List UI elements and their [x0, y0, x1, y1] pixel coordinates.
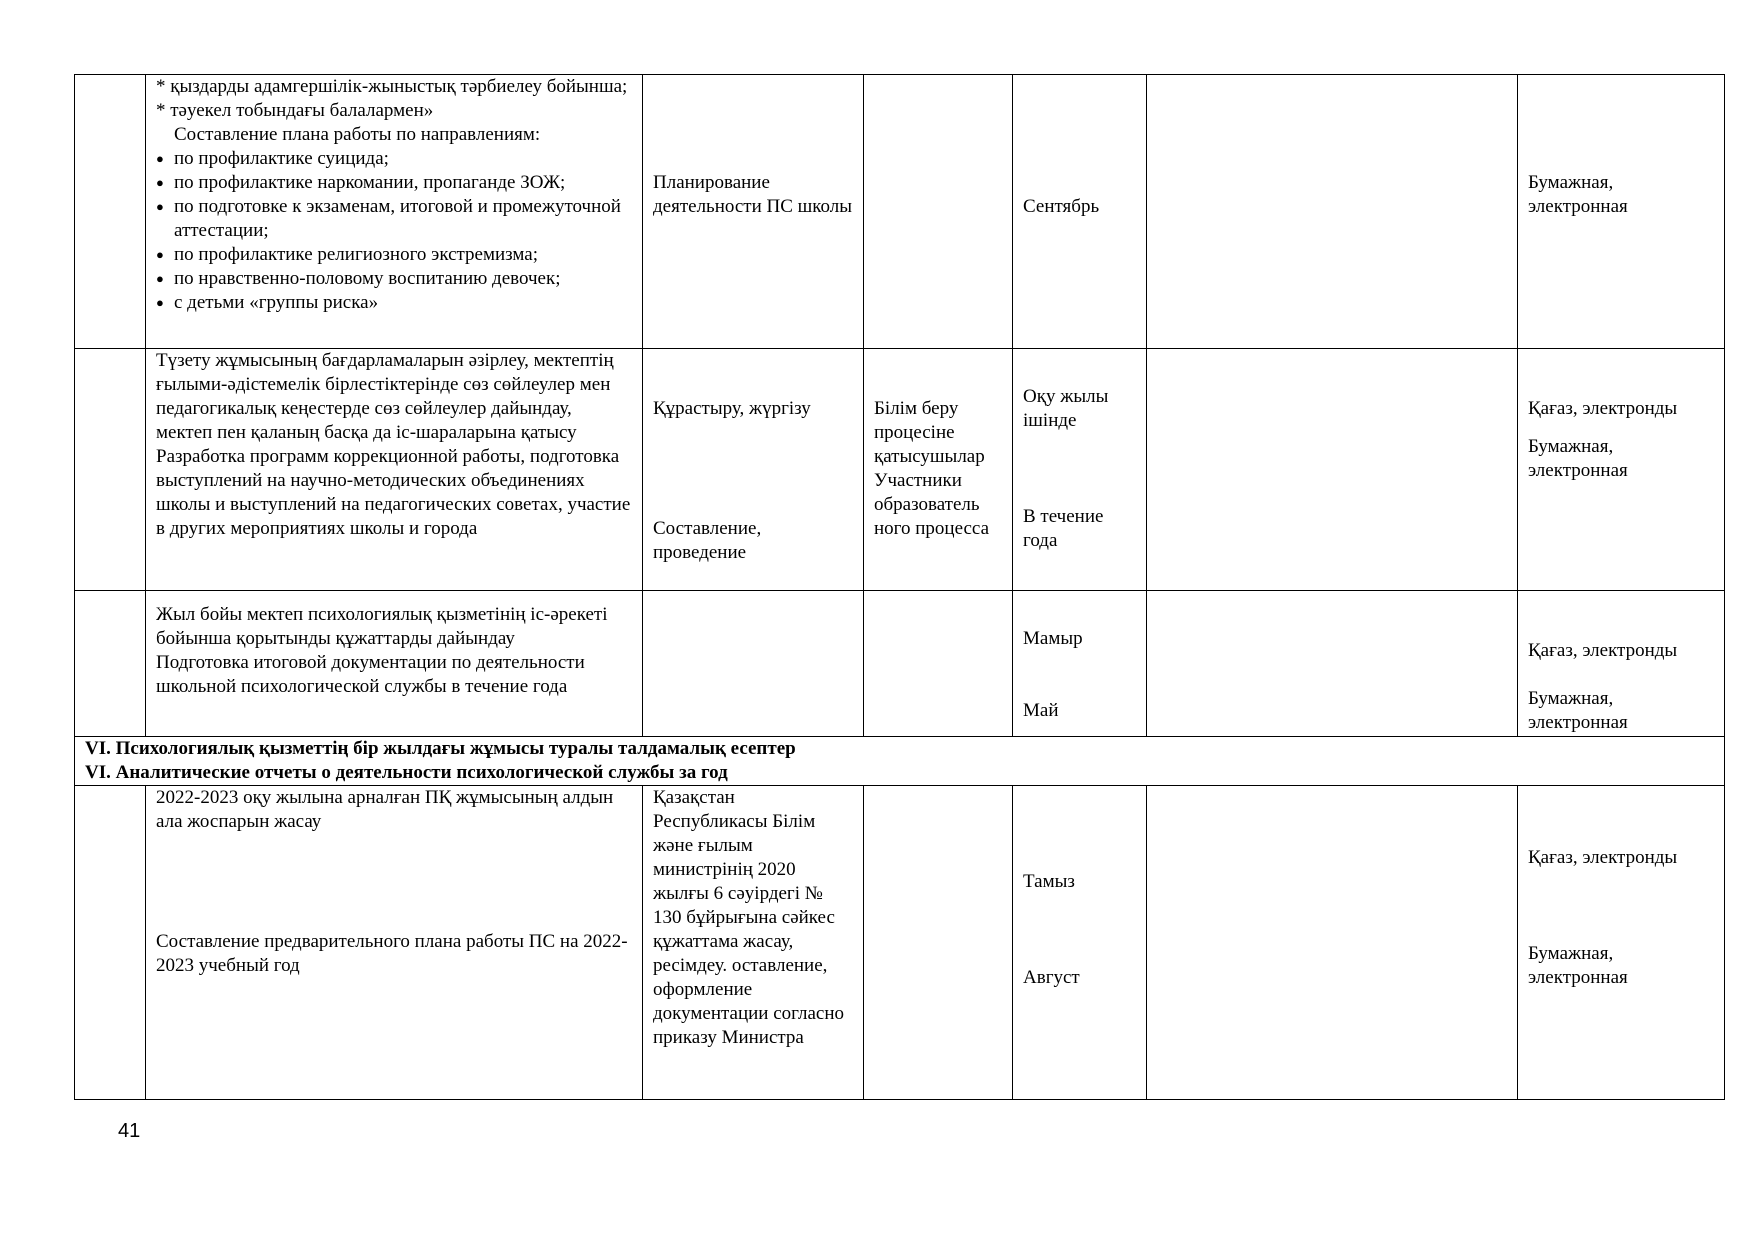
form-cell — [643, 591, 864, 737]
participants-cell — [864, 349, 1013, 591]
format-kz: Қағаз, электронды — [1528, 847, 1678, 868]
spacer — [1023, 433, 1136, 505]
section-title-kz: VI. Психологиялық қызметтің бір жылдағы жұмысы туралы талдамалық есептер — [85, 738, 796, 759]
content-kz: Түзету жұмысының бағдарламаларын әзірлеу, мектептің ғылыми-әдістемелік бірлестіктерінде сөз сөйлеулер мен педагогикалық кеңестерде сөз сөйлеулер дайындау, мектеп пен қаланың басқа да іс-шараларына қатысу — [156, 350, 614, 443]
result-cell — [1147, 786, 1518, 1100]
spacer — [1023, 894, 1136, 966]
form-text: Планирование деятельности ПС школы — [653, 172, 853, 217]
form-cell — [643, 786, 864, 1100]
content-ru: Разработка программ коррекционной работы, подготовка выступлений на научно-методических объединениях школы и выступлений на педагогических советах, участие в других мероприятиях школы и города — [156, 446, 631, 539]
result-cell — [1147, 349, 1518, 591]
list-item: ● по нравственно-половому воспитанию девочек; — [156, 267, 632, 291]
content-cell — [146, 786, 643, 1100]
row-number-cell — [75, 75, 146, 349]
table-row — [75, 349, 1725, 591]
spacer — [156, 834, 632, 930]
format-ru: Бумажная, электронная — [1528, 943, 1628, 988]
term-cell — [1013, 786, 1147, 1100]
form-text: Қазақстан Республикасы Білім және ғылым министрінің 2020 жылғы 6 сәуірдегі № 130 бұйрығына сәйкес құжаттама жасау, ресімдеу. оставление, оформление документации согласно приказу Министра — [653, 787, 845, 1048]
term-cell — [1013, 591, 1147, 737]
spacer — [1528, 663, 1714, 687]
result-cell — [1147, 591, 1518, 737]
participants-cell — [864, 591, 1013, 737]
spacer — [1528, 421, 1714, 435]
form-cell — [643, 75, 864, 349]
list-item: ● по подготовке к экзаменам, итоговой и промежуточной аттестации; — [156, 195, 632, 243]
section-title-ru: VI. Аналитические отчеты о деятельности психологической службы за год — [85, 762, 728, 783]
row-number-cell — [75, 591, 146, 737]
row-number-cell — [75, 349, 146, 591]
list-item: ● по профилактике религиозного экстремизма; — [156, 243, 632, 267]
directions-list — [156, 147, 632, 315]
term-kz: Тамыз — [1023, 871, 1075, 892]
format-kz: Қағаз, электронды — [1528, 398, 1678, 419]
term-cell — [1013, 75, 1147, 349]
content-ru: Подготовка итоговой документации по деятельности школьной психологической службы в течение года — [156, 652, 585, 697]
format-cell — [1518, 349, 1725, 591]
result-cell — [1147, 75, 1518, 349]
section-header — [75, 737, 1725, 786]
term-text: Сентябрь — [1023, 196, 1100, 217]
content-line: * тәуекел тобындағы балалармен» — [156, 100, 434, 121]
participants-cell — [864, 786, 1013, 1100]
list-item: ● по профилактике суицида; — [156, 147, 632, 171]
format-ru: Бумажная, электронная — [1528, 436, 1628, 481]
content-cell — [146, 349, 643, 591]
list-item: ● по профилактике наркомании, пропаганде ЗОЖ; — [156, 171, 632, 195]
participants-ru: Участники образователь ного процесса — [874, 470, 990, 539]
format-cell — [1518, 75, 1725, 349]
page-number: 41 — [118, 1120, 141, 1142]
form-cell — [643, 349, 864, 591]
content-line: * қыздарды адамгершілік-жыныстық тәрбиелеу бойынша; — [156, 76, 628, 97]
format-ru: Бумажная, электронная — [1528, 688, 1628, 733]
term-ru: В течение года — [1023, 506, 1104, 551]
content-kz: Жыл бойы мектеп психологиялық қызметінің іс-әрекеті бойынша қорытынды құжаттарды дайындау — [156, 604, 608, 649]
term-cell — [1013, 349, 1147, 591]
section-header-row — [75, 737, 1725, 786]
list-item: ● с детьми «группы риска» — [156, 291, 632, 315]
form-ru: Составление, проведение — [653, 518, 762, 563]
format-cell — [1518, 591, 1725, 737]
spacer — [1023, 651, 1136, 699]
format-text: Бумажная, электронная — [1528, 172, 1628, 217]
plan-table — [74, 74, 1725, 1100]
form-kz: Құрастыру, жүргізу — [653, 398, 811, 419]
term-kz: Оқу жылы ішінде — [1023, 386, 1109, 431]
content-cell — [146, 591, 643, 737]
format-kz: Қағаз, электронды — [1528, 640, 1678, 661]
spacer — [653, 421, 853, 517]
table-row — [75, 786, 1725, 1100]
content-ru: Составление предварительного плана работы ПС на 2022-2023 учебный год — [156, 931, 628, 976]
participants-cell — [864, 75, 1013, 349]
content-cell — [146, 75, 643, 349]
content-kz: 2022-2023 оқу жылына арналған ПҚ жұмысының алдын ала жоспарын жасау — [156, 787, 614, 832]
term-kz: Мамыр — [1023, 628, 1083, 649]
format-cell — [1518, 786, 1725, 1100]
participants-kz: Білім беру процесіне қатысушылар — [874, 398, 985, 467]
plan-table-container — [74, 74, 1724, 1100]
row-number-cell — [75, 786, 146, 1100]
table-row — [75, 75, 1725, 349]
term-ru: Август — [1023, 967, 1080, 988]
term-ru: Май — [1023, 700, 1059, 721]
content-intro: Составление плана работы по направлениям: — [174, 124, 541, 145]
spacer — [1528, 870, 1714, 942]
table-row — [75, 591, 1725, 737]
